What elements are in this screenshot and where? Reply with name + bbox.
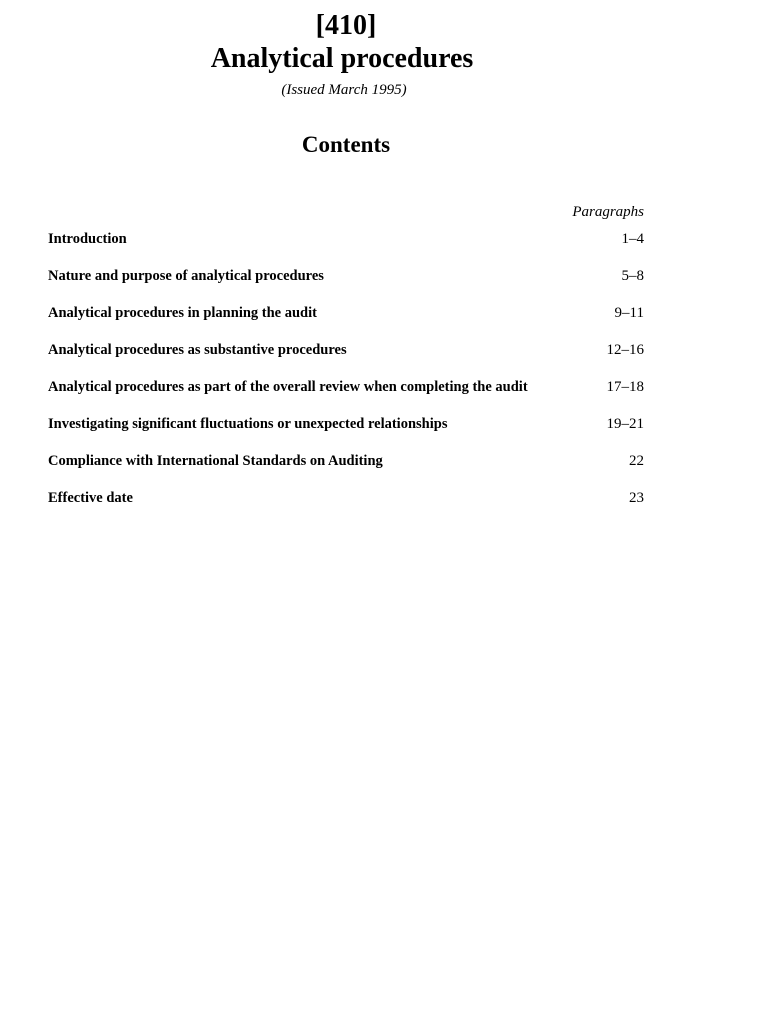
toc-entry-introduction [48,228,644,265]
toc-entry-label: Compliance with International Standards on Auditing [48,453,383,469]
toc-entry-label: Effective date [48,490,133,506]
toc-entry-label: Nature and purpose of analytical procedures [48,268,324,284]
table-of-contents [48,228,644,524]
toc-entry-label: Investigating significant fluctuations or unexpected relationships [48,416,448,432]
toc-entry-paragraphs: 12–16 [606,342,644,358]
toc-entry-substantive-procedures [48,339,644,376]
toc-entry-planning-the-audit [48,302,644,339]
toc-entry-paragraphs: 22 [629,453,644,469]
toc-entry-paragraphs: 23 [629,490,644,506]
contents-heading: Contents [301,132,391,157]
toc-entry-paragraphs: 19–21 [606,416,644,432]
toc-entry-label: Analytical procedures as part of the overall review when completing the audit [48,379,528,395]
toc-entry-overall-review [48,376,644,413]
toc-entry-nature-and-purpose [48,265,644,302]
toc-entry-paragraphs: 5–8 [621,268,644,284]
toc-entry-paragraphs: 9–11 [614,305,644,321]
issued-date: (Issued March 1995) [281,82,407,98]
toc-entry-paragraphs: 17–18 [606,379,644,395]
toc-entry-effective-date [48,487,644,524]
toc-entry-compliance-isa [48,450,644,487]
toc-entry-label: Analytical procedures as substantive procedures [48,342,347,358]
toc-entry-label: Analytical procedures in planning the audit [48,305,317,321]
toc-entry-investigating-fluctuations [48,413,644,450]
document-number: [410] [315,10,377,41]
document-title: Analytical procedures [210,43,474,74]
toc-entry-paragraphs: 1–4 [621,231,644,247]
paragraphs-column-header: Paragraphs [572,204,644,220]
toc-entry-label: Introduction [48,231,127,247]
